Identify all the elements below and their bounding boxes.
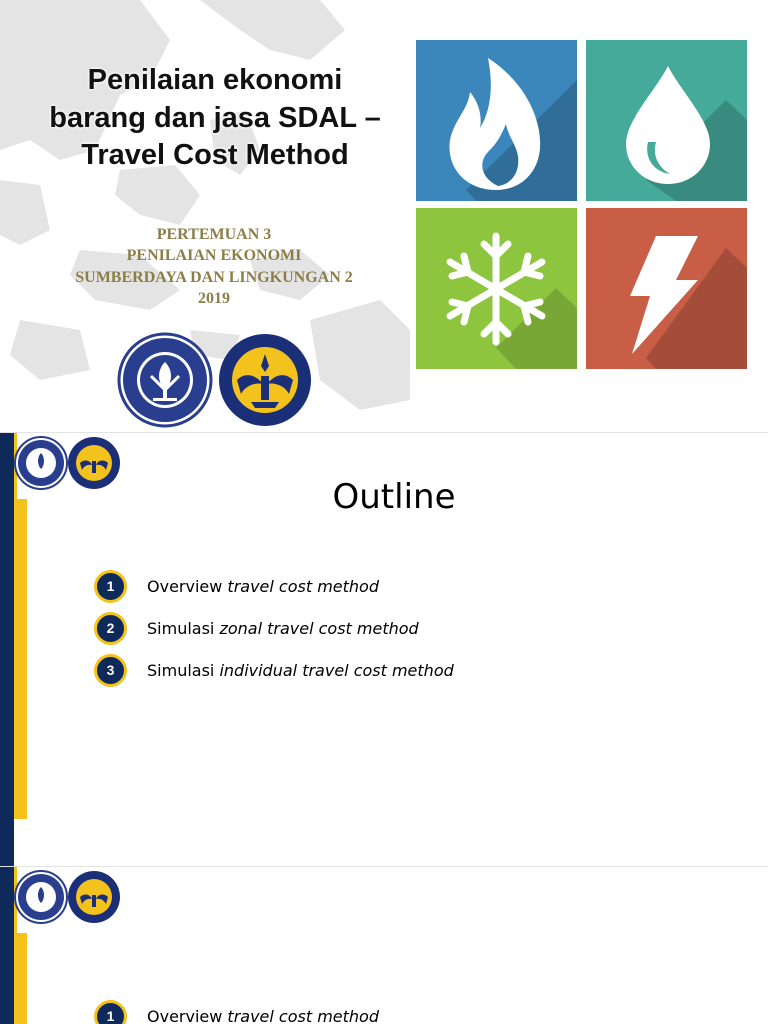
ipb-logo (15, 871, 67, 923)
item-text: Simulasi zonal travel cost method (147, 618, 419, 638)
list-item (94, 565, 454, 607)
item-text: Overview travel cost method (147, 1006, 379, 1024)
gold-accent-bar (14, 933, 27, 1024)
subtitle-line: SUMBERDAYA DAN LINGKUNGAN 2 (75, 268, 353, 286)
cover-title-line: barang dan jasa SDAL – (49, 101, 381, 134)
list-item (94, 995, 379, 1024)
subtitle-line: 2019 (198, 289, 230, 307)
item-number-badge: 3 (94, 654, 127, 687)
item-text: Simulasi individual travel cost method (147, 660, 454, 680)
item-text: Overview travel cost method (147, 576, 379, 596)
outline-slide (0, 432, 768, 866)
item-number-badge: 1 (94, 570, 127, 603)
subtitle-line: PERTEMUAN 3 (156, 226, 272, 243)
item-number-badge: 1 (94, 1000, 127, 1024)
outline-list (94, 565, 454, 691)
list-item (94, 607, 454, 649)
cover-slide (0, 0, 768, 432)
subtitle-line: PENILAIAN EKONOMI (126, 247, 302, 265)
institution-logos (14, 869, 124, 925)
gold-accent-bar (14, 499, 27, 819)
pkn-stan-logo (219, 334, 311, 426)
cover-title-line: Penilaian ekonomi (87, 64, 343, 96)
cover-title-line: Travel Cost Method (81, 139, 349, 172)
item-number-badge: 2 (94, 612, 127, 645)
cover-title (10, 62, 420, 175)
ipb-logo (119, 334, 211, 426)
water-tile (586, 40, 747, 201)
snow-tile (416, 208, 577, 369)
pkn-stan-logo (68, 871, 120, 923)
list-item (94, 649, 454, 691)
outline-list (94, 995, 379, 1024)
next-slide (0, 866, 768, 1024)
left-accent-bar (0, 867, 14, 1024)
lightning-tile (586, 208, 747, 369)
slide-title: Outline (332, 477, 456, 517)
fire-tile (416, 40, 577, 201)
cover-subtitle (14, 224, 414, 309)
institution-logos (117, 332, 317, 428)
